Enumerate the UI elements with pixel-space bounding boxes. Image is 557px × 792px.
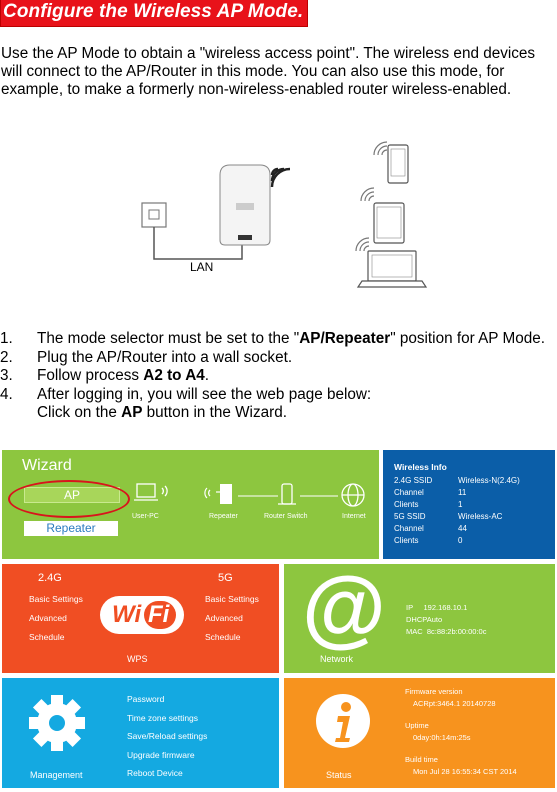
step-text: The mode selector must be set to the " (37, 330, 300, 347)
node-label: Internet (342, 513, 366, 520)
topology-diagram (130, 478, 376, 528)
management-tile[interactable] (2, 678, 279, 788)
wizard-tile (2, 450, 379, 559)
wps-label[interactable]: WPS (127, 654, 148, 664)
build-time-value: Mon Jul 28 16:55:34 CST 2014 (413, 766, 517, 776)
ap-mode-diagram (120, 135, 450, 295)
status-label: Status (326, 770, 352, 780)
step-number: 3. (0, 367, 13, 384)
internet-globe-icon (342, 484, 364, 506)
info-icon (314, 692, 372, 750)
list-item (0, 386, 557, 423)
ap-button[interactable]: AP (24, 487, 120, 503)
tablet-icon (374, 203, 404, 243)
table-row (394, 523, 520, 535)
table-row (394, 487, 520, 499)
router-icon (220, 165, 270, 245)
info-value: Wireless-N(2.4G) (458, 476, 520, 485)
menu-item-basic-settings[interactable]: Basic Settings (205, 594, 259, 604)
firmware-label: Firmware version (405, 687, 463, 696)
info-value: 1 (458, 500, 463, 509)
step-number: 1. (0, 330, 13, 347)
wifi-logo-icon (100, 596, 184, 634)
wifi-signal-icon (272, 169, 290, 187)
wifi-5g-menu (205, 590, 259, 647)
step-text: Click on the (37, 404, 122, 421)
wireless-info-tile[interactable] (383, 450, 555, 559)
firmware-value: ACRpt:3464.1 20140728 (413, 698, 496, 708)
table-row (394, 511, 520, 523)
info-value: 0 (458, 536, 463, 545)
mac-value: 8c:88:2b:00:00:0c (426, 627, 487, 636)
wifi-logo-wi: Wi (112, 601, 142, 628)
node-label: User-PC (132, 513, 159, 520)
info-key: Channel (394, 488, 424, 497)
step-bold: A2 to A4 (143, 367, 205, 384)
info-key: 2.4G SSID (394, 476, 433, 485)
steps-list (0, 330, 557, 423)
step-number: 4. (0, 385, 13, 403)
management-menu (127, 690, 207, 783)
info-value: Wireless-AC (458, 512, 503, 521)
dhcp-value: DHCPAuto (406, 615, 443, 624)
step-number: 2. (0, 348, 13, 366)
repeater-icon (205, 484, 232, 504)
network-label: Network (320, 654, 354, 664)
step-bold: AP/Repeater (299, 330, 391, 347)
info-key: 5G SSID (394, 512, 426, 521)
step-text: Follow process (37, 367, 144, 384)
build-time-label: Build time (405, 755, 438, 764)
laptop-icon (358, 251, 426, 287)
wireless-info-title: Wireless Info (394, 462, 447, 472)
management-label: Management (30, 770, 83, 780)
list-item (0, 330, 557, 349)
info-key: Clients (394, 500, 419, 509)
lan-label: LAN (190, 260, 214, 274)
mac-label: MAC (406, 627, 423, 636)
wizard-title: Wizard (22, 457, 72, 474)
list-item (0, 367, 557, 386)
menu-item-basic-settings[interactable]: Basic Settings (29, 594, 83, 604)
menu-item-advanced[interactable]: Advanced (205, 613, 243, 623)
user-pc-icon (134, 484, 167, 500)
menu-item-schedule[interactable]: Schedule (29, 632, 65, 642)
wifi-logo-fi: Fi (148, 601, 170, 628)
uptime-label: Uptime (405, 721, 429, 730)
table-row (394, 499, 520, 511)
step-text: After logging in, you will see the web page below: (37, 385, 372, 403)
menu-item-reboot-device[interactable]: Reboot Device (127, 768, 183, 778)
band-24g: 2.4G (38, 572, 62, 584)
status-info (405, 686, 517, 777)
menu-item-schedule[interactable]: Schedule (205, 632, 241, 642)
menu-item-advanced[interactable]: Advanced (29, 613, 67, 623)
node-label: Repeater (209, 513, 238, 520)
step-text: Plug the AP/Router into a wall socket. (37, 348, 293, 366)
info-value: 11 (458, 488, 467, 497)
wireless-info-table (394, 475, 520, 547)
network-tile[interactable] (284, 564, 555, 673)
node-label: Router Switch (264, 513, 308, 520)
intro-paragraph: Use the AP Mode to obtain a "wireless access point". The wireless end devices will connect to the AP/Router in this mode. You can also use this mode, for example, to make a formerly non-wireless-enabled router wireless-enabled. (1, 45, 536, 98)
ip-label: IP (406, 603, 414, 612)
menu-item-time-zone[interactable]: Time zone settings (127, 712, 199, 723)
step-text: " position for AP Mode. (390, 330, 545, 347)
wall-socket-icon (142, 203, 166, 227)
status-tile[interactable] (284, 678, 555, 788)
table-row (394, 535, 520, 547)
table-row (394, 475, 520, 487)
step-text: button in the Wizard. (142, 404, 287, 421)
wifi-tile[interactable] (2, 564, 279, 673)
menu-item-upgrade-firmware[interactable]: Upgrade firmware (127, 749, 195, 760)
info-key: Clients (394, 536, 419, 545)
gear-icon (28, 694, 86, 752)
info-value: 44 (458, 524, 467, 533)
page-heading: Configure the Wireless AP Mode. (1, 0, 307, 26)
step-bold: AP (121, 404, 143, 421)
router-switch-icon (278, 484, 296, 504)
menu-item-save-reload[interactable]: Save/Reload settings (127, 731, 208, 741)
uptime-value: 0day:0h:14m:25s (413, 732, 471, 742)
band-5g: 5G (218, 572, 233, 584)
menu-item-password[interactable]: Password (127, 694, 165, 704)
info-key: Channel (394, 524, 424, 533)
phone-icon (388, 145, 408, 183)
highlight-circle (8, 480, 130, 518)
step-text: . (204, 367, 209, 384)
list-item (0, 349, 557, 368)
repeater-button[interactable]: Repeater (24, 521, 118, 536)
ip-value: 192.168.10.1 (423, 603, 468, 612)
at-sign-icon: @ (302, 564, 386, 656)
wifi-24g-menu (29, 590, 83, 647)
network-info (406, 602, 486, 638)
